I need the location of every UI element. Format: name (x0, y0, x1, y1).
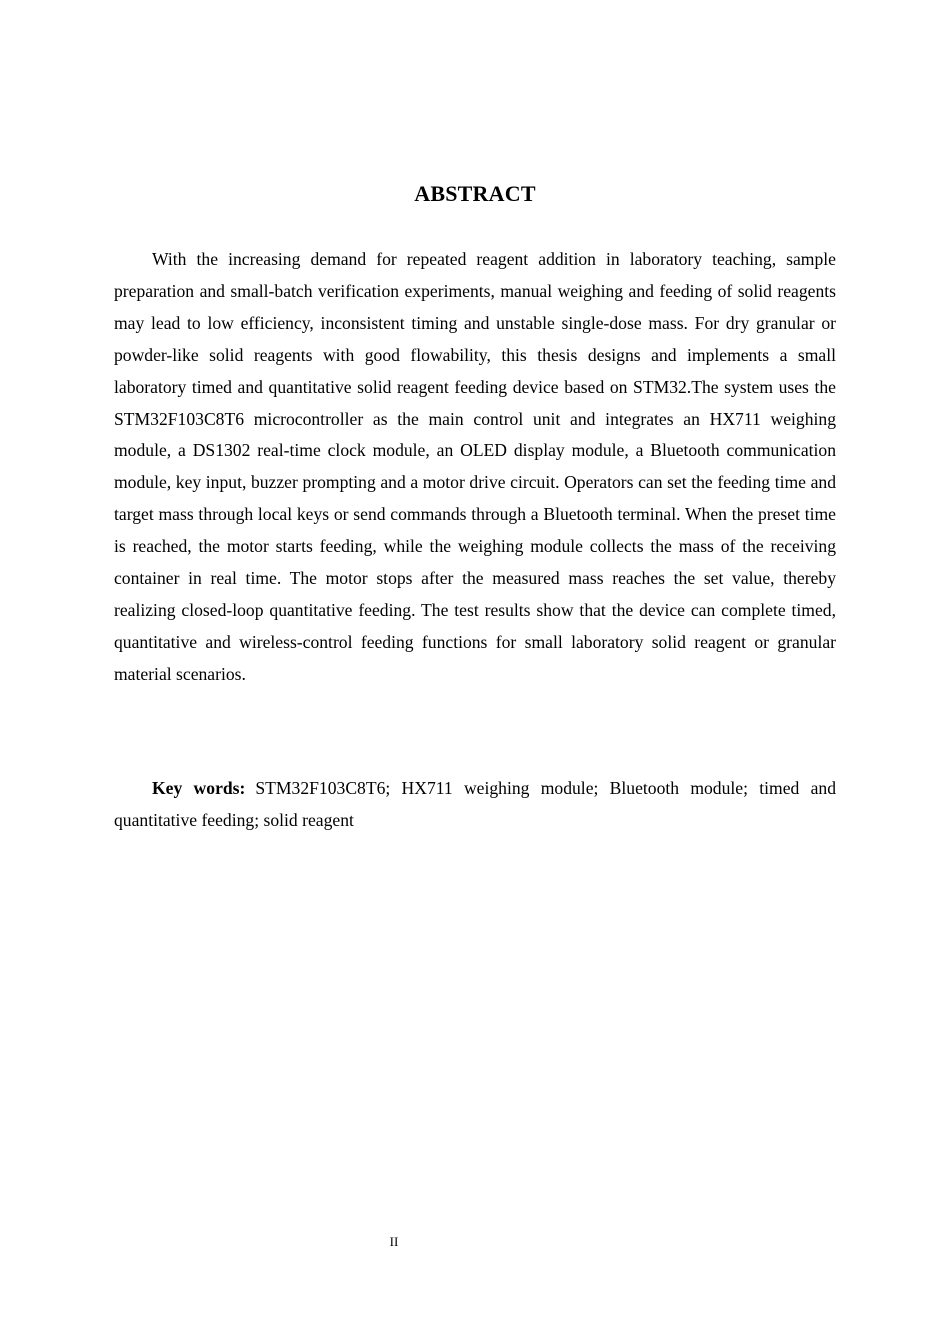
page-number: II (389, 1234, 399, 1249)
keywords-text: STM32F103C8T6; HX711 weighing module; Bluetooth module; timed and quantitative feeding; solid reagent (114, 778, 836, 830)
page-title: ABSTRACT (414, 181, 536, 206)
keywords-paragraph (114, 773, 836, 837)
keywords-label: Key words: (152, 778, 246, 798)
abstract-paragraph: With the increasing demand for repeated reagent addition in laboratory teaching, sample preparation and small-batch verification experiments, manual weighing and feeding of solid reagents may lead to low efficiency, inconsistent timing and unstable single-dose mass. For dry granular or powder-like solid reagents with good flowability, this thesis designs and implements a small laboratory timed and quantitative solid reagent feeding device based on STM32.The system uses the STM32F103C8T6 microcontroller as the main control unit and integrates an HX711 weighing module, a DS1302 real-time clock module, an OLED display module, a Bluetooth communication module, key input, buzzer prompting and a motor drive circuit. Operators can set the feeding time and target mass through local keys or send commands through a Bluetooth terminal. When the preset time is reached, the motor starts feeding, while the weighing module collects the mass of the receiving container in real time. The motor stops after the measured mass reaches the set value, thereby realizing closed-loop quantitative feeding. The test results show that the device can complete timed, quantitative and wireless-control feeding functions for small laboratory solid reagent or granular material scenarios. (114, 249, 836, 684)
